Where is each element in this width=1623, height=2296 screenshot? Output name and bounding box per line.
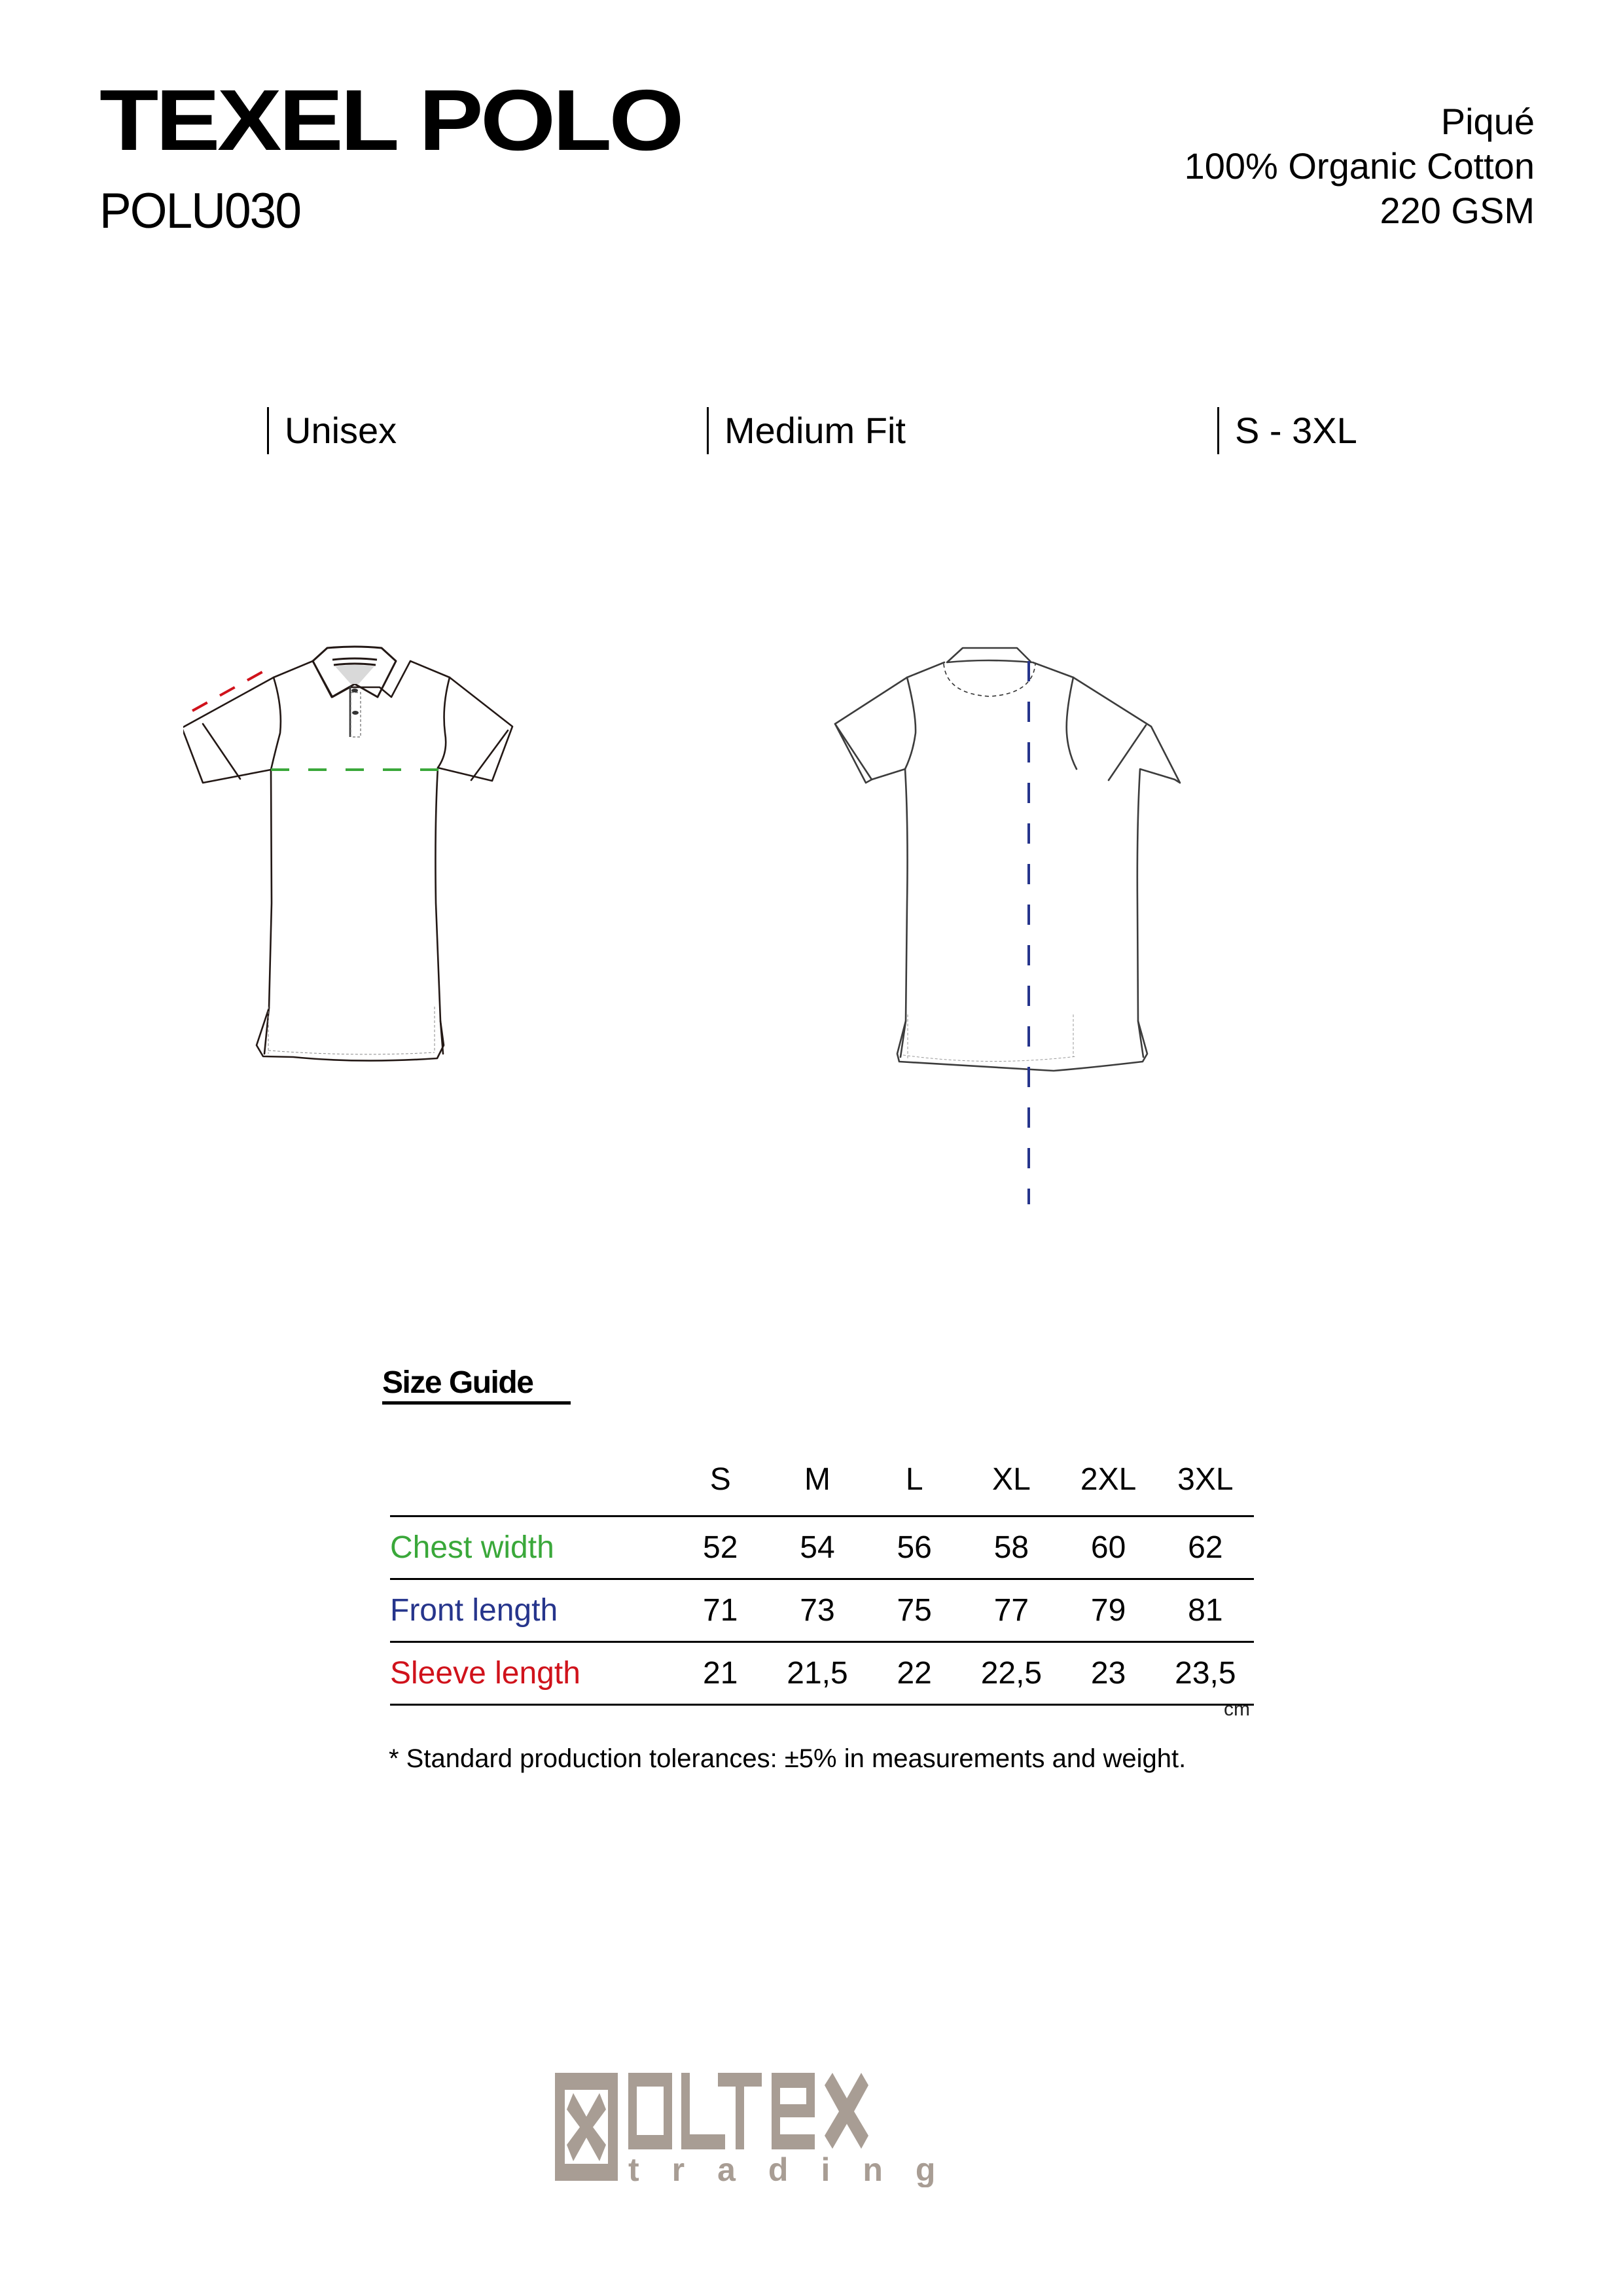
size-header-row	[390, 1443, 1254, 1516]
divider	[267, 407, 269, 454]
product-title: TEXEL POLO	[99, 72, 681, 168]
divider	[707, 407, 709, 454]
measure-value: 77	[993, 1593, 1029, 1628]
size-column-header: XL	[992, 1462, 1031, 1497]
measure-label: Front length	[390, 1593, 558, 1628]
size-column-header: 3XL	[1177, 1462, 1234, 1497]
empty-header-cell	[390, 1443, 672, 1516]
table-row-front-length	[390, 1579, 1254, 1642]
polo-back-illustration	[825, 628, 1440, 1217]
measure-value: 23	[1090, 1656, 1126, 1691]
measure-value: 22,5	[980, 1656, 1043, 1691]
fabric-specs	[1185, 99, 1535, 233]
measure-value: 21	[703, 1656, 738, 1691]
size-guide-underline	[382, 1401, 571, 1405]
measure-value: 54	[800, 1530, 835, 1565]
unit-label: cm	[1224, 1698, 1250, 1720]
measure-value: 81	[1188, 1593, 1223, 1628]
button-icon	[351, 689, 358, 692]
attribute-label: Unisex	[285, 410, 397, 451]
logo-tagline: trading	[628, 2151, 969, 2187]
measure-label: Sleeve length	[390, 1656, 580, 1691]
fabric-composition: 100% Organic Cotton	[1184, 145, 1535, 187]
polo-front-illustration	[183, 628, 812, 1217]
size-guide-title: Size Guide	[382, 1365, 533, 1400]
table-row-sleeve-length	[390, 1642, 1254, 1705]
attribute-label: S - 3XL	[1235, 410, 1357, 451]
size-guide-table	[390, 1443, 1254, 1706]
tolerance-note: * Standard production tolerances: ±5% in measurements and weight.	[389, 1744, 1186, 1773]
measure-value: 21,5	[787, 1656, 848, 1691]
oltex-trading-logo	[543, 2056, 1106, 2187]
measure-label: Chest width	[390, 1530, 554, 1565]
button-icon	[352, 711, 359, 715]
divider	[1217, 407, 1219, 454]
sleeve-length-measure-line	[192, 668, 269, 711]
measure-value: 73	[800, 1593, 835, 1628]
size-column-header: L	[905, 1462, 923, 1497]
measure-value: 62	[1188, 1530, 1223, 1565]
table-row-chest-width	[390, 1516, 1254, 1579]
attribute-gender	[267, 407, 397, 454]
size-column-header: 2XL	[1080, 1462, 1137, 1497]
measure-value: 22	[897, 1656, 932, 1691]
attribute-size-range	[1217, 407, 1357, 454]
size-column-header: M	[804, 1462, 830, 1497]
measure-value: 75	[897, 1593, 932, 1628]
attribute-label: Medium Fit	[724, 410, 906, 451]
measure-value: 79	[1090, 1593, 1126, 1628]
measure-value: 60	[1090, 1530, 1126, 1565]
measure-value: 71	[703, 1593, 738, 1628]
measure-value: 58	[993, 1530, 1029, 1565]
measure-value: 56	[897, 1530, 932, 1565]
attribute-fit	[707, 407, 906, 454]
size-column-header: S	[709, 1462, 731, 1497]
product-code: POLU030	[99, 183, 300, 239]
measure-value: 52	[703, 1530, 738, 1565]
fabric-type: Piqué	[1440, 101, 1535, 142]
fabric-weight: 220 GSM	[1380, 190, 1535, 231]
measure-value: 23,5	[1175, 1656, 1236, 1691]
